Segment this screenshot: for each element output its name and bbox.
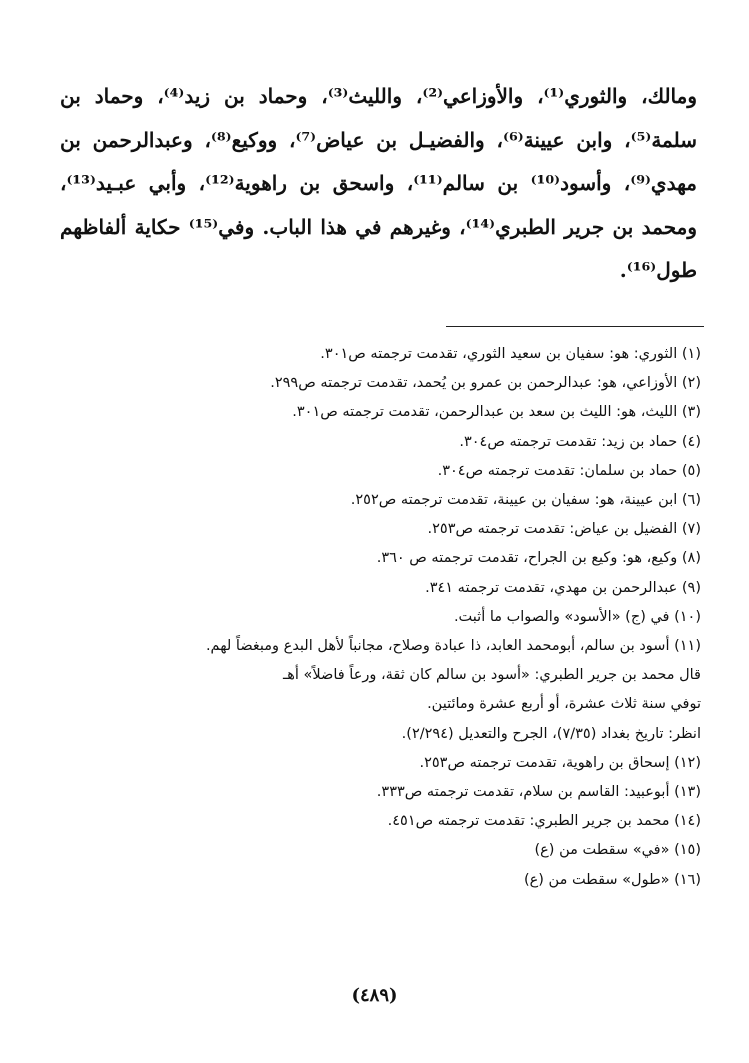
footnote: (٣) الليث، هو: الليث بن سعد بن عبدالرحمن، تقدمت ترجمته ص٣٠١. (292, 404, 701, 421)
footnote: (٧) الفضيل بن عياض: تقدمت ترجمته ص٢٥٣. (427, 521, 701, 538)
footnote: (١٢) إسحاق بن راهوية، تقدمت ترجمته ص٢٥٣. (419, 754, 701, 771)
footnote: (٥) حماد بن سلمان: تقدمت ترجمته ص٣٠٤. (437, 462, 701, 479)
page-number: (٤٨٩) (351, 985, 398, 1006)
footnote: (٨) وكيع، هو: وكيع بن الجراح، تقدمت ترجمته ص ٣٦٠. (376, 550, 701, 567)
footnote-continuation: قال محمد بن جرير الطبري: «أسود بن سالم كان ثقة، ورعاً فاضلاً» أهـ (282, 667, 701, 684)
footnote-separator (446, 326, 704, 327)
footnote: (٢) الأوزاعي، هو: عبدالرحمن بن عمرو بن يُحمد، تقدمت ترجمته ص٢٩٩. (270, 375, 701, 392)
main-text-line: طول⁽¹⁶⁾. (619, 258, 697, 282)
footnote: (٦) ابن عيينة، هو: سفيان بن عيينة، تقدمت ترجمته ص٢٥٢. (350, 492, 701, 509)
main-text-line: مهدي⁽⁹⁾، وأسود⁽¹⁰⁾ بن سالم⁽¹¹⁾، واسحق بن راهوية⁽¹²⁾، وأبي عبـيد⁽¹³⁾، (60, 171, 698, 195)
main-text (60, 75, 697, 293)
footnote: (١٦) «طول» سقطت من (ع) (523, 871, 701, 888)
footnote: (١٣) أبوعبيد: القاسم بن سلام، تقدمت ترجمته ص٣٣٣. (376, 784, 701, 801)
footnote-continuation: انظر: تاريخ بغداد (٧/٣٥)، الجرح والتعديل (٢/٢٩٤). (401, 725, 701, 742)
footnote: (٤) حماد بن زيد: تقدمت ترجمته ص٣٠٤. (459, 433, 701, 450)
footnote: (١٤) محمد بن جرير الطبري: تقدمت ترجمته ص٤٥١. (387, 813, 701, 830)
main-text-line: ومالك، والثوري⁽¹⁾، والأوزاعي⁽²⁾، والليث⁽³⁾، وحماد بن زيد⁽⁴⁾، وحماد بن (60, 84, 698, 108)
footnote: (١٠) في (ج) «الأسود» والصواب ما أثبت. (453, 608, 701, 625)
main-text-line: سلمة⁽⁵⁾، وابن عيينة⁽⁶⁾، والفضيـل بن عياض⁽⁷⁾، ووكيع⁽⁸⁾، وعبدالرحمن بن (60, 127, 697, 152)
footnote: (٩) عبدالرحمن بن مهدي، تقدمت ترجمته ٣٤١. (425, 579, 701, 596)
main-text-line: ومحمد بن جرير الطبري⁽¹⁴⁾، وغيرهم في هذا الباب. وفي⁽¹⁵⁾ حكاية ألفاظهم (60, 214, 697, 239)
footnote: (١) الثوري: هو: سفيان بن سعيد الثوري، تقدمت ترجمته ص٣٠١. (320, 346, 701, 362)
footnotes (40, 340, 701, 895)
footnote: (١١) أسود بن سالم، أبومحمد العابد، ذا عبادة وصلاح، مجانباً لأهل البدع ومبغضاً لهم. (205, 638, 701, 655)
footnote: (١٥) «في» سقطت من (ع) (534, 842, 701, 859)
footnote-continuation: توفي سنة ثلاث عشرة، أو أربع عشرة ومائتين. (427, 696, 701, 713)
